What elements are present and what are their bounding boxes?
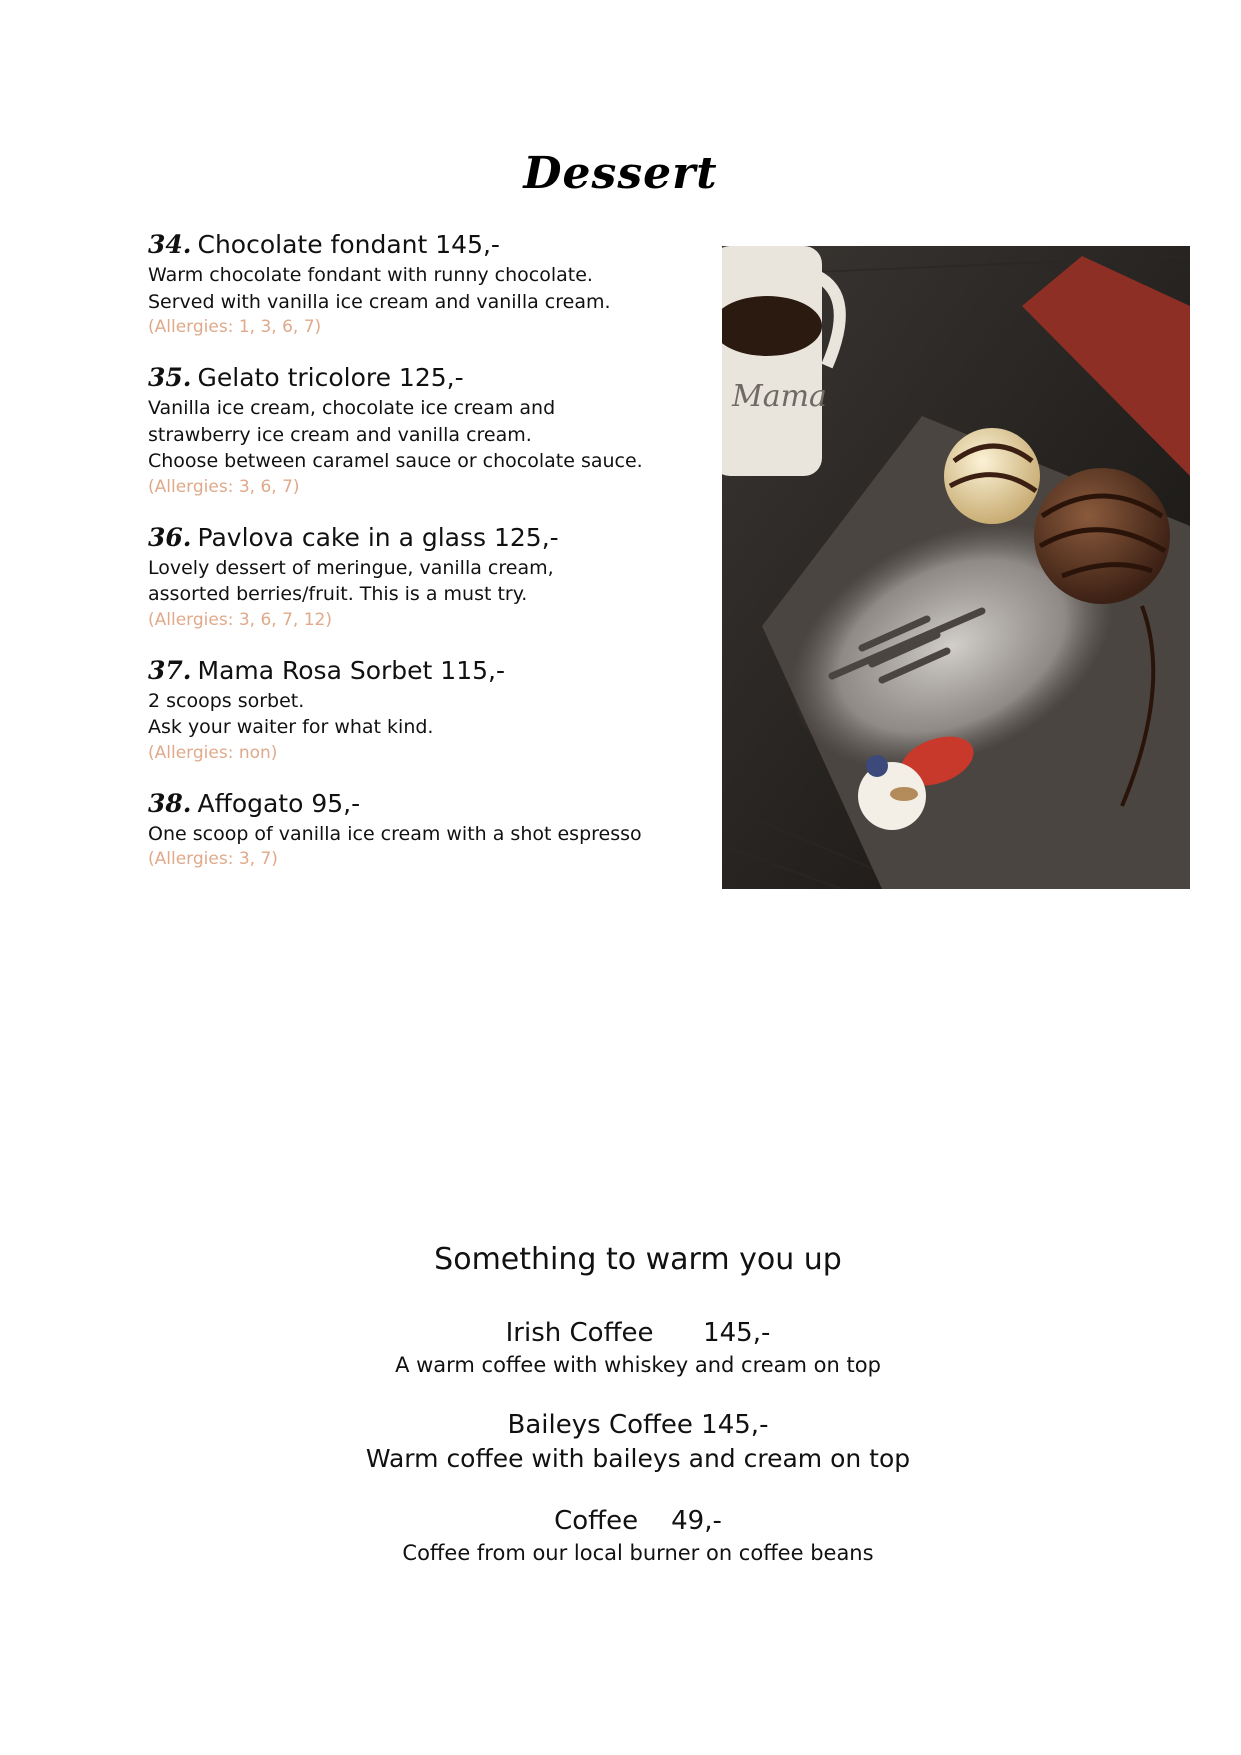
mug-label: Mama [732, 379, 827, 414]
menu-item-heading [148, 787, 708, 821]
dessert-photo [722, 246, 1190, 889]
drink-description: Coffee from our local burner on coffee beans [402, 1541, 874, 1565]
menu-item-allergies: (Allergies: 3, 7) [148, 849, 278, 869]
menu-item-description: Vanilla ice cream, chocolate ice cream and [148, 397, 556, 419]
drink-item [0, 1408, 1241, 1476]
menu-item-name: Mama Rosa Sorbet 115,- [197, 655, 505, 685]
menu-item-allergies: (Allergies: non) [148, 742, 278, 763]
menu-item-number: 36. [148, 522, 192, 552]
menu-item-description: assorted berries/fruit. This is a must try. [148, 583, 528, 605]
menu-item-description: Ask your waiter for what kind. [148, 716, 434, 738]
menu-item-description: One scoop of vanilla ice cream with a shot espresso [148, 822, 642, 845]
menu-item-description: Warm chocolate fondant with runny chocolate. [148, 264, 593, 286]
menu-item [148, 654, 708, 766]
menu-item-heading [148, 228, 708, 262]
menu-item-name: Gelato tricolore 125,- [197, 363, 464, 392]
menu-item-heading [148, 521, 708, 555]
drink-heading: Irish Coffee 145,- [505, 1318, 771, 1348]
drink-item [0, 1504, 1241, 1568]
menu-item [148, 787, 708, 873]
menu-item [148, 521, 708, 633]
mug-shape [722, 246, 822, 476]
menu-item [148, 228, 708, 340]
menu-item-heading [148, 361, 708, 395]
menu-item-description: strawberry ice cream and vanilla cream. [148, 423, 532, 446]
page-title: Dessert [523, 148, 718, 199]
menu-item-name: Affogato 95,- [197, 788, 361, 818]
menu-item-description: Served with vanilla ice cream and vanilla cream. [148, 290, 611, 313]
menu-item-allergies: (Allergies: 3, 6, 7, 12) [148, 609, 332, 630]
drink-heading: Baileys Coffee 145,- [507, 1410, 769, 1440]
menu-item-description: Choose between caramel sauce or chocolate sauce. [148, 450, 643, 472]
menu-item-number: 38. [148, 788, 192, 818]
menu-item-allergies: (Allergies: 3, 6, 7) [148, 476, 300, 497]
menu-item [148, 361, 708, 500]
menu-item-description: Lovely dessert of meringue, vanilla cream, [148, 556, 554, 579]
menu-item-allergies: (Allergies: 1, 3, 6, 7) [148, 317, 322, 337]
menu-item-description: 2 scoops sorbet. [148, 689, 305, 712]
menu-item-heading [148, 654, 708, 688]
warm-drinks-section [0, 1240, 1241, 1596]
menu-item-number: 37. [148, 655, 192, 685]
menu-item-name: Chocolate fondant 145,- [197, 230, 500, 259]
drink-heading: Coffee 49,- [554, 1506, 722, 1536]
section-title: Something to warm you up [434, 1242, 842, 1277]
dessert-list [148, 228, 708, 893]
drink-description: A warm coffee with whiskey and cream on top [395, 1353, 881, 1377]
drink-description: Warm coffee with baileys and cream on top [365, 1444, 911, 1473]
menu-item-number: 35. [148, 363, 192, 392]
menu-item-name: Pavlova cake in a glass 125,- [197, 522, 559, 552]
drink-item [0, 1316, 1241, 1380]
menu-item-number: 34. [148, 230, 192, 259]
